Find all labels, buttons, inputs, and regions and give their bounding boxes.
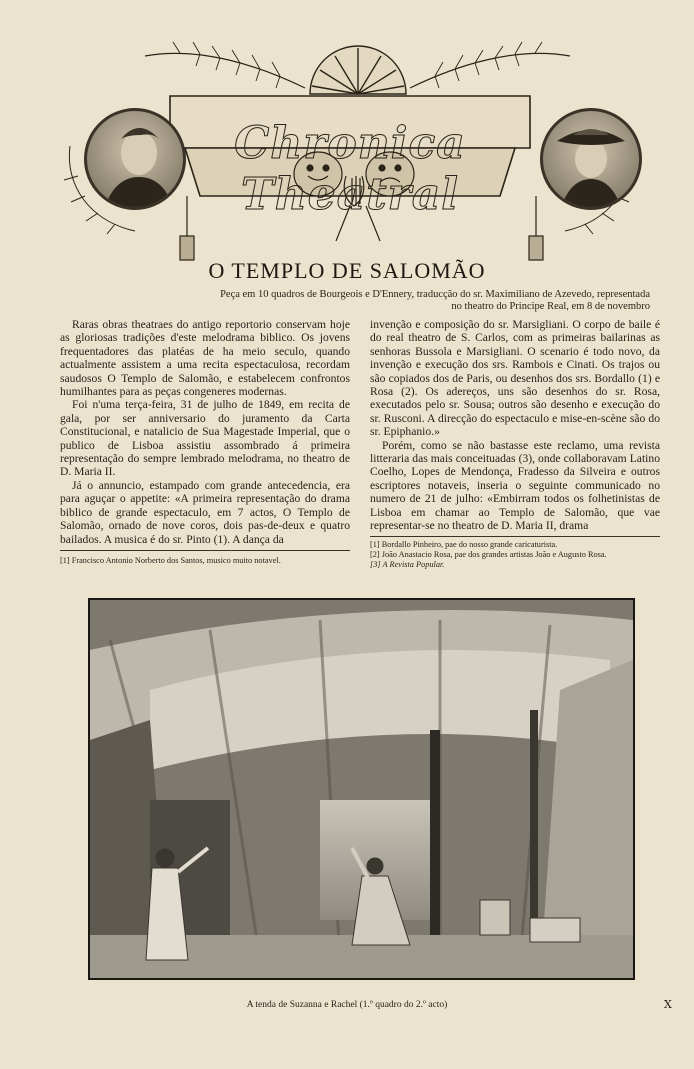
photo-caption: A tenda de Suzanna e Rachel (1.º quadro do 2.º acto) <box>246 1000 448 1010</box>
footnote-right-2: [2] João Anastacio Rosa, pae dos grandes artistas João e Augusto Rosa. <box>370 550 607 559</box>
right-column <box>370 318 660 533</box>
footnote-rule-right <box>370 536 660 537</box>
footnote-right-3: [3] A Revista Popular. <box>370 560 445 569</box>
page-mark: X <box>664 998 672 1011</box>
subtitle-line-2: no theatro do Principe Real, em 8 de novembro <box>451 301 650 312</box>
left-column <box>60 318 350 546</box>
stage-photograph <box>88 598 635 980</box>
footnote-rule-left <box>60 550 350 551</box>
woman-hat-portrait-icon <box>543 111 639 207</box>
tent-scene-image <box>90 600 633 978</box>
article-title: O TEMPLO DE SALOMÃO <box>208 258 486 283</box>
right-paragraph-1: invenção e composição do sr. Marsigliani. O corpo de baile é do real theatro de S. Carlos, com as primeiras bailarinas as senhoras Bussola e Marsigliani. O scenario é todo novo, da invenção e execução dos srs. Rambois e Cinati. Os trajos ou são copiados dos de Paris, ou desenhos dos srs. Bordallo (1) e Rosa (2). Os adereços, uns são desenhos do sr. Rosa, executados pelo sr. Sousa; outros são desenho e execução do sr. Rusconi. A direcção do espectaculo e mise-en-scène são do sr. Epiphanio.» <box>370 318 660 439</box>
footnote-right-1: [1] Bordallo Pinheiro, pae do nosso grande caricaturista. <box>370 540 558 549</box>
subtitle-line-1: Peça em 10 quadros de Bourgeois e D'Ennery, traducção do sr. Maximiliano de Azevedo, representada <box>220 289 650 300</box>
portrait-right <box>540 108 642 210</box>
footnote-left-1: [1] Francisco Antonio Norberto dos Santos, musico muito notavel. <box>60 556 281 565</box>
footnotes-left <box>60 556 350 566</box>
portrait-left <box>84 108 186 210</box>
right-paragraph-2: Porém, como se não bastasse este reclamo, uma revista litteraria das mais conceituadas (3), onde collaboravam Latino Coelho, Lopes de Mendonça, Fradesso da Silveira e outros escriptores notaveis, inseria o seguinte communicado no numero de 21 de julho: «Embirram todos os folhetinistas de Lisboa em chamar ao Templo de Salomão, que vae representar-se no theatro de D. Maria II, drama <box>370 438 660 533</box>
article-subtitle <box>100 289 650 313</box>
footnotes-right <box>370 540 660 570</box>
left-paragraph-1: Raras obras theatraes do antigo reportorio conservam hoje as gloriosas tradições d'este melodrama biblico. Os jovens frequentadores das platéas de ha meio seculo, quando actualmente assistem a uma recita espectaculosa, recordam saudosos O Templo de Salomão, e estabelecem confrontos humilhantes para as peças congeneres modernas. <box>60 318 350 399</box>
fan-ornament <box>310 46 406 94</box>
masthead-title: Chronica Theatral <box>234 118 466 220</box>
left-paragraph-2: Foi n'uma terça-feira, 31 de julho de 1849, em recita de gala, por ser anniversario do juramento da Carta Constitucional, e natalicio de Sua Magestade Imperial, que o publico de Lisboa assistiu assombrado á primeira representação do sempre lembrado melodrama, no theatro de D. Maria II. <box>60 398 350 479</box>
left-paragraph-3: Já o annuncio, estampado com grande antecedencia, era para aguçar o appetite: «A primeira representação do drama biblico de grande espectaculo, em 7 actos, O Templo de Salomão, ornado de nove coros, dois pas-de-deux e quatro bailados. A musica é do sr. Pinto (1). A dança da <box>60 478 350 546</box>
woman-portrait-icon <box>87 111 183 207</box>
masthead <box>50 26 650 276</box>
